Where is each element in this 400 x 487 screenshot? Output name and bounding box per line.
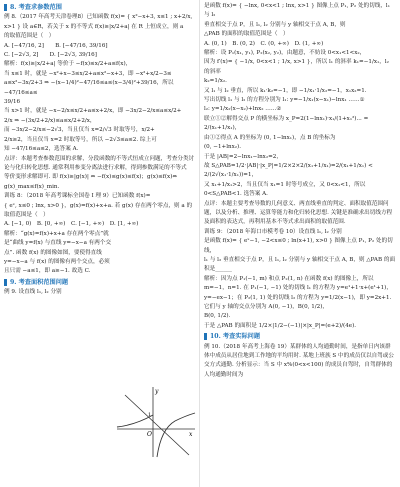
example-9-text: 例 9. 设直线 l₁, l₂ 分别 xyxy=(4,289,62,296)
solution-line: 联立①②解得交点 P 的横坐标为 x_P=2(1−lnx₁)·x₁/(1+x₁²)... = 2/(x₁+1/x₁)， xyxy=(204,115,369,132)
equation-1: 写出切线 l₁ 与 l₂ 的方程分别为 l₁: y=−1/x₁(x−x₁)−lnx₁ ……① xyxy=(204,97,365,104)
solution-line: 而 −3x/2−2/x≤−2√3，当且仅当 x=2/√3 时取等号，x/2+ xyxy=(4,127,155,134)
comment-paragraph: 点评：本题主要考查导数的几何意义、两直线垂直的判定、面积取值范围问题，以及分析、推理、运算等能力和化归转化思想. 关键是准确求出切线方程及面积的表达式，再利用基本不等式求出面积的取值范围. xyxy=(204,200,393,226)
comment-paragraph: 等价变形求解即可. 即 f(x)≥|g(x)| ⇔ −f(x)≤g(x)≤f(x)；g(x)≤f(x)⇔ g(x)_max≤f(x)_min. xyxy=(4,174,178,190)
one-label: 1 xyxy=(148,412,152,418)
x-axis-label: x xyxy=(189,431,193,438)
example-10-text: 例 10.（2018 年高考上海卷 19）某群体的人均通勤时间，是指单日内该群体中成员从居住地到工作地的平均用时. 某地上班族 S 中的成员仅以自驾或公交方式通勤. 分析显示：当 S 中 x%(0<x<100) 的成员自驾时，自驾群体的人均通勤时间为 xyxy=(204,343,394,378)
solution-line: 2/x ⇒ −(3x/2+2/x)≤a≤x/2+2/x， xyxy=(4,117,96,124)
solution-line: (0, −1+lnx₂). xyxy=(204,144,241,151)
option-line: A. [−47/16, 2] B. [−47/16, 39/16] xyxy=(4,42,108,49)
training-8-text: { eˣ, x≤0 ; lnx, x>0 }，g(x)=f(x)+x+a. 若 g(x) 存在两个零点，则 a 的取值范围是（ ） xyxy=(4,202,193,218)
solution-line: 于是 |AB|=2−lnx₁−lnx₂=2， xyxy=(204,153,282,160)
solution-line: 知 −47/16≤a≤2，选答案 A. xyxy=(4,146,79,153)
column-divider xyxy=(199,0,200,487)
solution-line: 由①②得点 A 的坐标为 (0, 1−lnx₁)，点 B 的坐标为 xyxy=(204,134,336,141)
solution-line: 因为 f′(x)= { −1/x, 0<x<1 ; 1/x, x>1 }，所以 l₁ 的斜率 k₁=−1/x₁，l₂ 的斜率 xyxy=(204,59,389,75)
solution-paragraph: 解析：“g(x)=f(x)+x+a 存在两个零点”就是“曲线 y=f(x) 与直线 y=−x−a 有两个交点”. 函数 f(x) 的图像如图，要使得直线 y=−x−a 与 f(x) 的图像有两个交点，必须且只需 −a≤1，即 a≥−1. 故选 C. xyxy=(4,230,112,275)
solution-line: 故 S△PAB=1/2·|AB|·|x_P|=1/2×2×2/(x₁+1/x₁)=2/(x₁+1/x₁) < 2/(2√(x₁·1/x₁))=1， xyxy=(204,162,373,179)
left-column xyxy=(4,2,196,298)
right-column xyxy=(204,2,396,380)
line-y-neg-x xyxy=(125,395,189,455)
option-line: C. [−2√3, 2] D. [−2√3, 39/16] xyxy=(4,52,97,59)
text-line: △PAB 的面积的取值范围是（ ） xyxy=(204,31,289,38)
solution-line: 当 x>1 时，就是 −x−2/x≤x/2+a≤x+2/x，即 −3x/2−2/x≤a≤x/2+ xyxy=(4,108,182,115)
training-9-text: l₁ 与 l₂ 垂直相交于点 P，且 l₁, l₂ 分别与 y 轴相交于点 A, B，则 △PAB 的面积是______ xyxy=(204,256,396,273)
solution-line: B(0, 1/2). xyxy=(204,313,231,320)
solution-line: 解析：设 P₁(x₁, y₁), P₂(x₂, y₂)，由题意，不妨设 0<x₁<1<x₂， xyxy=(204,50,366,57)
text-line: 的取值范围是（ ） xyxy=(4,33,55,40)
solution-line: 于是 △PAB 的面积是 1/2×|1/2−(−1)|×|x_P|=(e+2)/(4e). xyxy=(204,322,357,329)
example-9-cont: 是函数 f(x)= { −lnx, 0<x<1 ; lnx, x>1 } 图像上点 P₁, P₂ 处的切线，l₁ 与 l₂ xyxy=(204,3,390,19)
solution-line: 解析：f(x)≥|x/2+a| 等价于 −f(x)≤x/2+a≤f(x)， xyxy=(4,61,132,68)
solution-line: 39/16 xyxy=(4,99,21,106)
section-10-heading: 10. 考查实际问题 xyxy=(204,332,396,341)
training-8-text: 训练 8：（2018 年高考课标全国卷 I 理 9）已知函数 f(x)= xyxy=(4,193,151,200)
solution-line: 又 x₁+1/x₁>2，当且仅当 x₁=1 时等号成立，又 0<x₁<1，所以 0<S△PAB<1. 选答案 A. xyxy=(204,181,366,198)
option-line: A. [−1, 0) B. [0, +∞) C. [−1, +∞) D. [1, +∞) xyxy=(4,221,139,228)
solution-line: 又 l₁ 与 l₂ 垂直，所以 k₁·k₂=−1，即 −1/x₁·1/x₂=−1，x₁x₂=1. xyxy=(204,87,367,94)
example-8-text: 例 8.（2017 年高考天津卷理8）已知函数 f(x)= { x²−x+3, x≤1 ; x+2/x, x>1 } 设 a∈R，若关于 x 的不等式 f(x)≥|x/2+a| 在 R 上恒成立，则 a xyxy=(4,14,193,30)
solution-paragraph: 解析：因为点 P₁(−1, m) 和点 P₂(1, n) 在函数 f(x) 的图像上，所以 m=−1，n=1. 在 P₁(−1, −1) 处的切线 l₁ 的方程为 y=e¹+1·x+(e¹+1)，y=−ex−1；在 P₂(1, 1) 处的切线 l₂ 的方程为 y=1/2(x−1)，即 y=2x+1. 它们与 y 轴的交点分别为 A(0, −1)，B(0, 1/2)， xyxy=(204,275,392,310)
text-line: 垂直相交于点 P，且 l₁, l₂ 分别与 y 轴相交于点 A, B，则 xyxy=(204,21,346,28)
training-9-text: 训练 9：（2018 年海口市模考卷 10）设直线 l₁, l₂ 分别 xyxy=(204,228,342,235)
origin-label: O xyxy=(147,431,152,438)
y-axis-label: y xyxy=(155,388,159,395)
training-9-text: 是函数 f(x)= { eˣ−1, −2<x≤0 ; ln(x+1), x>0 } 图像上点 P₁, P₂ 处的切线， xyxy=(204,238,393,254)
option-line: A. (0, 1) B. (0, 2) C. (0, +∞) D. (1, +∞) xyxy=(204,40,324,47)
solution-line: 当 x≤1 时，就是 −x²+x−3≤x/2+a≤x²−x+3，即 −x²+x/2−3≤ xyxy=(4,70,172,77)
comment-paragraph: 点评：本题考查参数范围的求解，分段函数的不等式恒成立问题，考查分类讨论与化归转化思想. 通常利用参变分离法进行求解，得到参数满足的不等式 xyxy=(4,155,195,171)
function-graph xyxy=(115,385,197,459)
solution-line: a≤x²−3x/2+3 ⇒ −(x−1/4)²−47/16≤a≤(x−3/4)²+39/16，所以 −47/16≤a≤ xyxy=(4,80,174,96)
solution-line: k₂=1/x₂. xyxy=(204,78,227,85)
section-9-heading: 9. 考查面积范围问题 xyxy=(4,278,196,287)
equation-2: l₂: y=1/x₂(x−x₂)+lnx₂ ……② xyxy=(204,106,282,113)
solution-line: 2/x≥2，当且仅当 x=2 时取等号，所以 −2√3≤a≤2. 综上可 xyxy=(4,136,157,143)
section-8-heading: 8. 考查求参数范围 xyxy=(4,3,196,12)
